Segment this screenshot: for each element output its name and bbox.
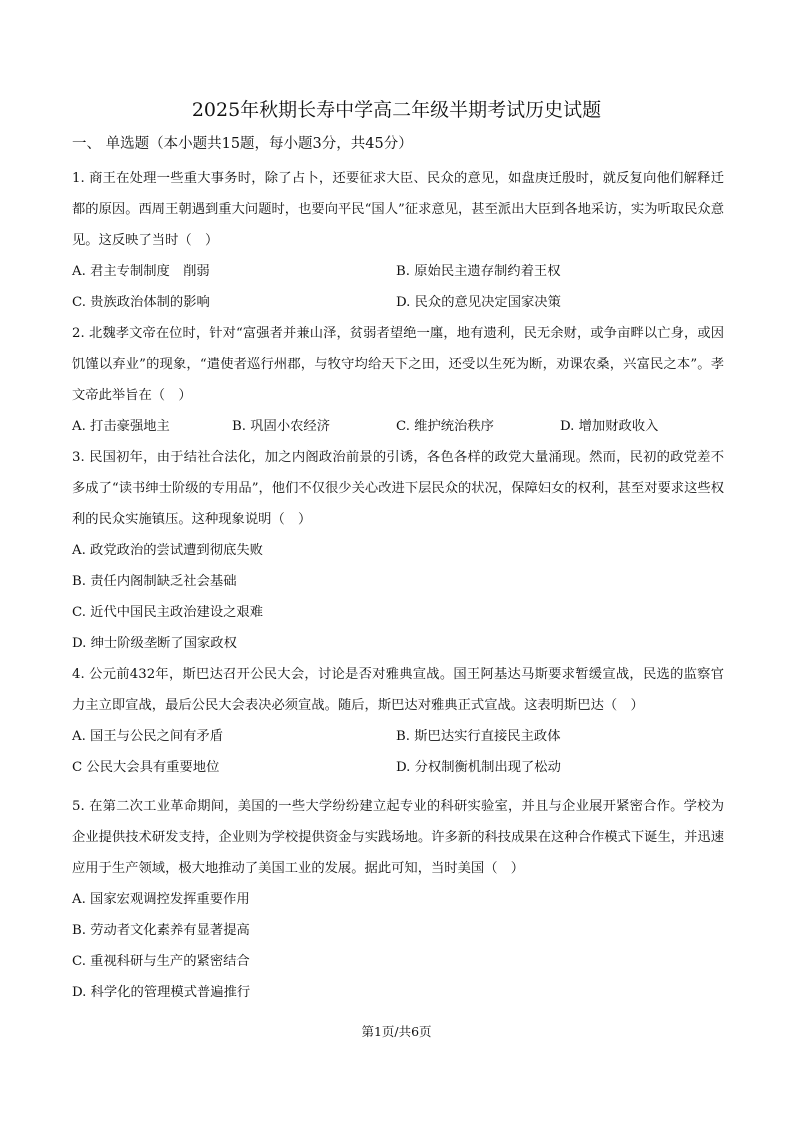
option-b: B. 原始民主遗存制约着王权 [396, 264, 561, 279]
section-heading: 一、 单选题（本小题共15题，每小题3分，共45分） [72, 136, 413, 152]
option-c: C 公民大会具有重要地位 [72, 760, 220, 775]
question-spacer [72, 783, 724, 791]
question-stem: 5. 在第二次工业革命期间，美国的一些大学纷纷建立起专业的科研实验室，并且与企业展开紧密合作。学校为企业提供技术研发支持，企业则为学校提供资金与实践场地。许多新的科技成果在这种合作模式下诞生，并迅速应用于生产领域，极大地推动了美国工业的发展。据此可知，当时美国（ ） [72, 799, 724, 876]
option-b: B. 责任内阁制缺乏社会基础 [72, 574, 237, 589]
question-stem: 3. 民国初年，由于结社合法化，加之内阁政治前景的引诱，各色各样的政党大量涌现。然而，民初的政党差不多成了“读书绅士阶级的专用品”，他们不仅很少关心改进下层民众的状况，保障妇女的权利，甚至对要求这些权利的民众实施镇压。这种现象说明（ ） [72, 450, 724, 527]
option-list [72, 535, 724, 659]
option-d: D. 分权制衡机制出现了松动 [396, 760, 561, 775]
page-number: 第1页/共6页 [361, 1024, 432, 1039]
option-list [72, 721, 724, 783]
question-stem: 2. 北魏孝文帝在位时，针对“富强者并兼山泽，贫弱者望绝一廛，地有遗利，民无余财，或争亩畔以亡身，或因饥馑以弃业”的现象，“遣使者巡行州郡，与牧守均给天下之田，还受以生死为断，劝课农桑，兴富民之本”。孝文帝此举旨在（ ） [72, 326, 724, 403]
option-b: B. 巩固小农经济 [232, 419, 331, 434]
option-d: D. 绅士阶级垄断了国家政权 [72, 636, 237, 651]
option-c: C. 近代中国民主政治建设之艰难 [72, 605, 264, 620]
question-stem: 1. 商王在处理一些重大事务时，除了占卜，还要征求大臣、民众的意见，如盘庚迁殷时，就反复向他们解释迁都的原因。西周王朝遇到重大问题时，也要向平民“国人”征求意见，甚至派出大臣到各地采访，实为听取民众意见。这反映了当时（ ） [72, 171, 724, 248]
option-a: A. 君主专制制度 削弱 [72, 264, 210, 279]
question-3 [72, 442, 724, 659]
question-stem: 4. 公元前432年，斯巴达召开公民大会，讨论是否对雅典宣战。国王阿基达马斯要求暂缓宣战，民选的监察官力主立即宣战，最后公民大会表决必须宣战。随后，斯巴达对雅典正式宣战。这表明斯巴达（ ） [72, 667, 724, 713]
option-c: C. 维护统治秩序 [396, 419, 494, 434]
question-2 [72, 318, 724, 442]
option-a: A. 国家宏观调控发挥重要作用 [72, 892, 250, 907]
question-list [72, 163, 724, 1008]
option-b: B. 劳动者文化素养有显著提高 [72, 923, 250, 938]
option-c: C. 重视科研与生产的紧密结合 [72, 954, 250, 969]
question-4 [72, 659, 724, 783]
option-c: C. 贵族政治体制的影响 [72, 295, 210, 310]
option-a: A. 政党政治的尝试遭到彻底失败 [72, 543, 263, 558]
question-1 [72, 163, 724, 318]
option-a: A. 打击豪强地主 [72, 419, 170, 434]
option-list [72, 256, 724, 318]
exam-title: 2025年秋期长寿中学高二年级半期考试历史试题 [191, 99, 602, 121]
option-list [72, 884, 724, 1008]
option-b: B. 斯巴达实行直接民主政体 [396, 729, 561, 744]
option-list [72, 411, 724, 442]
option-d: D. 民众的意见决定国家决策 [396, 295, 561, 310]
option-a: A. 国王与公民之间有矛盾 [72, 729, 224, 744]
option-d: D. 增加财政收入 [560, 419, 659, 434]
question-5 [72, 791, 724, 1008]
option-d: D. 科学化的管理模式普遍推行 [72, 985, 251, 1000]
